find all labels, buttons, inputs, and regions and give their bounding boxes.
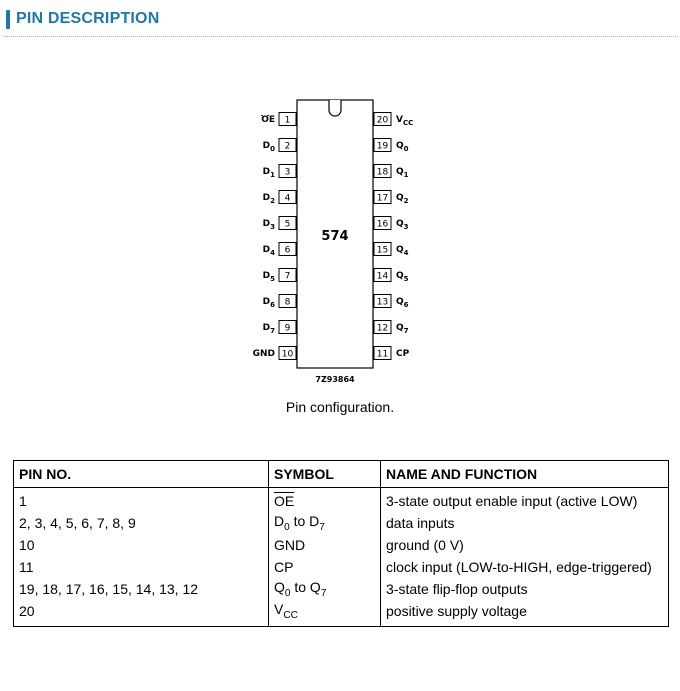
pin-symbol-main: D [262,323,271,333]
pin-symbol-sub: 4 [270,249,275,257]
pin-number: 2 [284,141,291,152]
pin-symbol-main: Q [396,219,404,229]
symbol-main: V [274,601,284,618]
pin-number: 7 [284,271,291,282]
pin-symbol-sub: 2 [270,197,275,205]
symbol-range-sub: 7 [319,521,325,533]
pin-symbol-main: D [262,193,271,203]
pin-symbol [396,297,409,309]
symbol-sub: 0 [284,521,290,533]
pin-symbol-main: Q [396,193,404,203]
pin-number: 3 [284,167,291,178]
symbol-main: CP [274,559,294,575]
table-row [14,488,669,513]
pin-symbol-sub: 6 [270,301,275,309]
table-header-row [14,461,669,488]
pin-symbol [396,271,409,283]
cell-function: 3-state flip-flop outputs [381,578,669,600]
pin-symbol [263,219,275,231]
symbol-range: to D [289,513,320,530]
pin-symbol [253,349,275,359]
pin-number: 4 [284,193,291,204]
pin-symbol [263,245,275,257]
diagram-caption: Pin configuration. [285,399,395,415]
pin-symbol [396,193,409,205]
cell-pin-no: 19, 18, 17, 16, 15, 14, 13, 12 [14,578,269,600]
pin-number: 14 [376,271,389,282]
symbol-main: D [274,513,285,530]
symbol-sub: CC [283,609,298,621]
chip-pinout-svg [240,96,440,396]
section-title: PIN DESCRIPTION [16,10,160,27]
pin-symbol [263,141,275,153]
header-accent-bar [6,10,10,29]
pin-symbol [263,193,275,205]
pin-symbol-main: Q [396,323,404,333]
cell-pin-no: 1 [14,488,269,513]
pin-number: 18 [376,167,389,178]
pin-symbol-sub: 5 [403,275,409,283]
pin-symbol [263,271,275,283]
header-pin-no: PIN NO. [14,461,269,488]
pin-symbol-main: OE [261,115,275,125]
pin-number: 16 [376,219,389,230]
header-divider [4,36,678,37]
pin-symbol-main: Q [396,297,404,307]
pin-number: 9 [284,323,291,334]
cell-function: data inputs [381,512,669,534]
pin-number: 11 [376,349,389,360]
pin-symbol [396,167,409,179]
cell-function: 3-state output enable input (active LOW) [381,488,669,513]
symbol-main: Q [274,579,285,596]
pin-symbol-sub: 7 [403,327,409,335]
pin-symbol-main: GND [252,349,275,359]
pin-number: 5 [284,219,291,230]
pin-symbol-sub: 3 [270,223,275,231]
pin-number: 10 [281,349,294,360]
symbol-main: $\overline{OE}$ [274,493,295,509]
pin-number: 1 [284,115,291,126]
pin-symbol-main: Q [396,245,404,255]
cell-function: clock input (LOW-to-HIGH, edge-triggered) [381,556,669,578]
header-symbol: SYMBOL [269,461,381,488]
pin-symbol-main: D [262,297,271,307]
pin-symbol [396,245,409,257]
cell-symbol [269,534,381,556]
header-name-function: NAME AND FUNCTION [381,461,669,488]
cell-symbol [269,556,381,578]
cell-pin-no: 10 [14,534,269,556]
pin-symbol-sub: 1 [403,171,409,179]
pin-symbol-main: D [262,167,271,177]
pin-symbol-sub: 1 [270,171,275,179]
pin-symbol-main: D [262,271,271,281]
pin-number: 8 [284,297,291,308]
pin-symbol-sub: 5 [270,275,275,283]
pin-symbol-main: Q [396,271,404,281]
pin-symbol [263,297,275,309]
pin-symbol [396,141,409,153]
pin-symbol [263,167,275,179]
chip-notch [329,100,341,116]
pin-symbol-sub: 0 [270,145,275,153]
pin-symbol-main: CP [396,349,410,359]
pin-symbol-sub: 3 [403,223,409,231]
pin-symbol-main: Q [396,167,404,177]
cell-symbol [269,488,381,513]
pin-symbol-sub: 0 [403,145,409,153]
pin-number: 15 [376,245,389,256]
pin-symbol-sub: 7 [270,327,275,335]
pin-symbol-sub: 6 [403,301,409,309]
cell-symbol [269,578,381,600]
cell-pin-no: 11 [14,556,269,578]
pin-symbol [396,115,413,127]
cell-function: ground (0 V) [381,534,669,556]
pin-description-table [13,460,669,627]
pin-symbol-sub: CC [402,119,414,127]
pin-symbol-main: D [262,245,271,255]
pin-symbol [263,323,275,335]
pin-number: 17 [376,193,389,204]
chip-label: 574 [321,229,349,244]
pin-symbol-main: D [262,141,271,151]
pin-symbol-sub: 4 [403,249,409,257]
drawing-code: 7Z93864 [315,375,355,384]
cell-symbol [269,600,381,627]
pin-symbol-main: D [262,219,271,229]
table-row [14,534,669,556]
pin-number: 12 [376,323,389,334]
symbol-main: GND [274,537,306,553]
pin-configuration-diagram [240,96,440,396]
cell-symbol [269,512,381,534]
pin-symbol [261,115,275,125]
pin-symbol [396,219,409,231]
table-row [14,578,669,600]
pin-symbol-main: Q [396,141,404,151]
pin-number: 13 [376,297,389,308]
cell-pin-no: 20 [14,600,269,627]
pin-symbol-main: V [396,115,403,125]
cell-function: positive supply voltage [381,600,669,627]
table-row [14,512,669,534]
pin-symbol [396,323,409,335]
symbol-sub: 0 [284,587,291,599]
pin-number: 19 [376,141,389,152]
symbol-range: to Q [290,579,321,596]
pin-number: 6 [284,245,291,256]
table-row [14,556,669,578]
cell-pin-no: 2, 3, 4, 5, 6, 7, 8, 9 [14,512,269,534]
table-row [14,600,669,627]
pin-symbol-sub: 2 [403,197,409,205]
pin-number: 20 [376,115,389,126]
section-header [0,0,680,40]
pin-symbol [396,349,410,359]
symbol-range-sub: 7 [320,587,327,599]
